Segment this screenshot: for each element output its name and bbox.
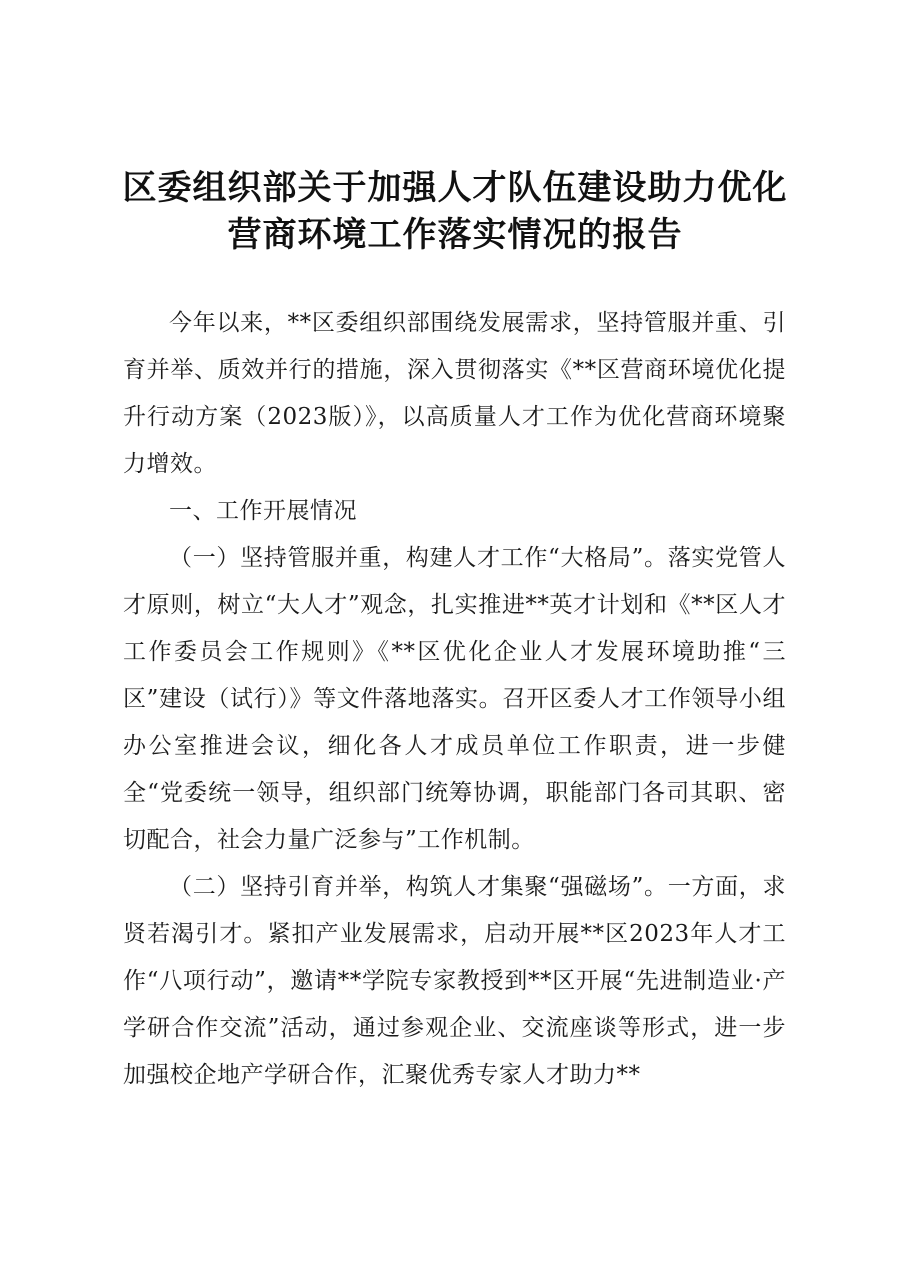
title-line-2: 营商环境工作落实情况的报告 xyxy=(227,215,683,255)
document-title xyxy=(110,165,800,259)
paragraph-1: （一）坚持管服并重，构建人才工作“大格局”。落实党管人才原则，树立“大人才”观念，扎实推进**英才计划和《**区人才工作委员会工作规则》《**区优化企业人才发展环境助推“三区”建设（试行）》等文件落地落实。召开区委人才工作领导小组办公室推进会议，细化各人才成员单位工作职责，进一步健全“党委统一领导，组织部门统筹协调，职能部门各司其职、密切配合，社会力量广泛参与”工作机制。 xyxy=(123,545,786,853)
document-body xyxy=(123,300,786,1099)
intro-paragraph: 今年以来，**区委组织部围绕发展需求，坚持管服并重、引育并举、质效并行的措施，深入贯彻落实《**区营商环境优化提升行动方案（2023版）》，以高质量人才工作为优化营商环境聚力增效。 xyxy=(123,310,786,477)
section-heading: 一、工作开展情况 xyxy=(169,498,357,524)
paragraph-2: （二）坚持引育并举，构筑人才集聚“强磁场”。一方面，求贤若渴引才。紧扣产业发展需求，启动开展**区2023年人才工作“八项行动”，邀请**学院专家教授到**区开展“先进制造业·产学研合作交流”活动，通过参观企业、交流座谈等形式，进一步加强校企地产学研合作，汇聚优秀专家人才助力** xyxy=(123,874,786,1088)
title-line-1: 区委组织部关于加强人才队伍建设助力优化 xyxy=(122,168,788,208)
